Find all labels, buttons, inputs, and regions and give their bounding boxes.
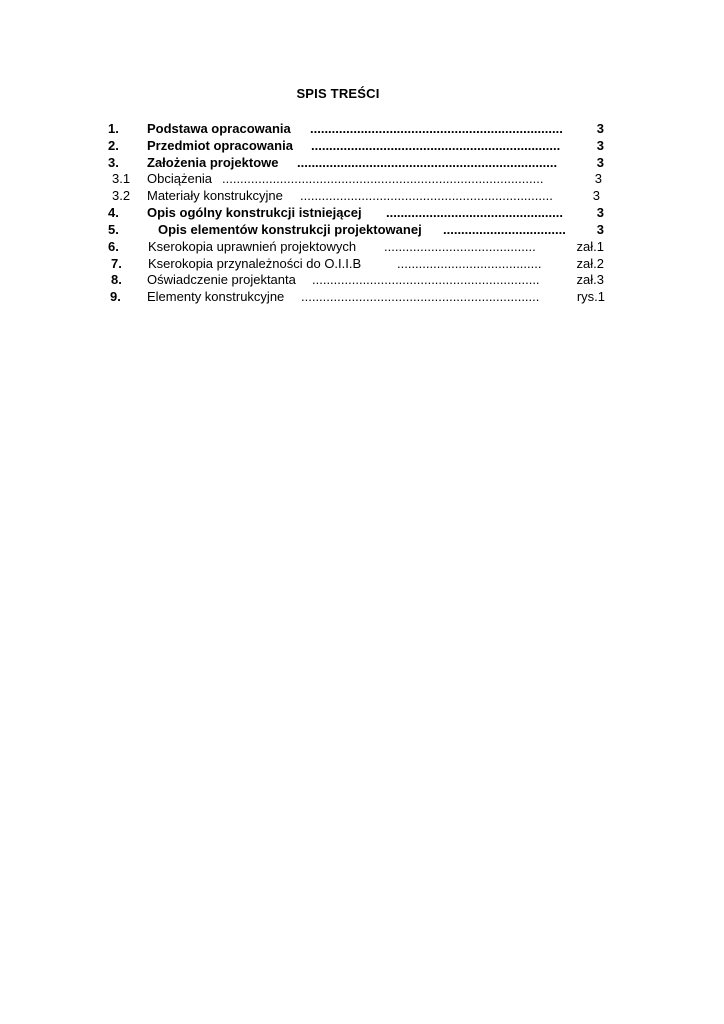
toc-entry-leader: ...................................................................... [300, 188, 553, 203]
toc-entry-title: Elementy konstrukcyjne [147, 289, 285, 304]
toc-entry-number: 7. [111, 256, 122, 271]
toc-entry-leader: ................................................. [386, 205, 563, 220]
toc-entry-page: 3 [594, 171, 602, 186]
toc-entry-title: Założenia projektowe [147, 155, 279, 170]
toc-entry-title: Podstawa opracowania [147, 121, 291, 136]
toc-entry-leader: ..................................................................... [311, 138, 561, 153]
toc-entry-page: 3 [596, 138, 604, 153]
toc-entry [0, 255, 724, 272]
toc-entry-number: 3.1 [112, 171, 131, 186]
toc-entry-leader: .................................. [443, 222, 566, 237]
toc-entry-page: 3 [592, 188, 600, 203]
toc-entry-leader: .......................................... [384, 239, 536, 254]
toc-entry-page: 3 [596, 121, 604, 136]
toc-entry [0, 204, 724, 221]
toc-entry-number: 2. [108, 138, 119, 153]
toc-entry [0, 120, 724, 137]
toc-entry-title: Opis elementów konstrukcji projektowanej [158, 222, 422, 237]
toc-entry-number: 3.2 [112, 188, 131, 203]
toc-entry-title: Opis ogólny konstrukcji istniejącej [147, 205, 362, 220]
toc-entry-title: Kserokopia przynależności do O.I.I.B [148, 256, 362, 271]
toc-entry-page: zał.1 [576, 239, 604, 254]
toc-heading: SPIS TREŚCI [296, 86, 380, 101]
toc-entry-number: 6. [108, 239, 119, 254]
toc-entry-page: zał.2 [576, 256, 604, 271]
toc-entry-number: 1. [108, 121, 119, 136]
toc-entry-number: 3. [108, 155, 119, 170]
toc-entry [0, 238, 724, 255]
toc-entry-leader: ........................................ [397, 256, 542, 271]
toc-entry [0, 170, 724, 187]
toc-entry-number: 4. [108, 205, 119, 220]
toc-entry [0, 137, 724, 154]
toc-entry-leader: ............................................................... [312, 272, 540, 287]
toc-entry-title: Obciążenia [147, 171, 213, 186]
toc-entry [0, 187, 724, 204]
toc-entry-page: 3 [596, 155, 604, 170]
toc-entry-number: 9. [110, 289, 121, 304]
toc-entry-page: rys.1 [576, 289, 605, 304]
toc-entry [0, 288, 724, 305]
toc-entry-page: 3 [596, 205, 604, 220]
toc-entry-page: 3 [596, 222, 604, 237]
toc-entry-title: Oświadczenie projektanta [147, 272, 296, 287]
toc-entry-leader: ......................................................................................... [222, 171, 544, 186]
toc-entry-title: Materiały konstrukcyjne [147, 188, 283, 203]
toc-entry [0, 221, 724, 238]
toc-entry [0, 271, 724, 288]
toc-entry [0, 154, 724, 171]
toc-entry-leader: ...................................................................... [310, 121, 563, 136]
toc-entry-leader: .................................................................. [301, 289, 540, 304]
toc-entry-leader: ........................................................................ [297, 155, 558, 170]
toc-entry-title: Kserokopia uprawnień projektowych [148, 239, 357, 254]
toc-entry-number: 5. [108, 222, 119, 237]
toc-entry-number: 8. [111, 272, 122, 287]
toc-entry-page: zał.3 [576, 272, 604, 287]
toc-entry-title: Przedmiot opracowania [147, 138, 293, 153]
